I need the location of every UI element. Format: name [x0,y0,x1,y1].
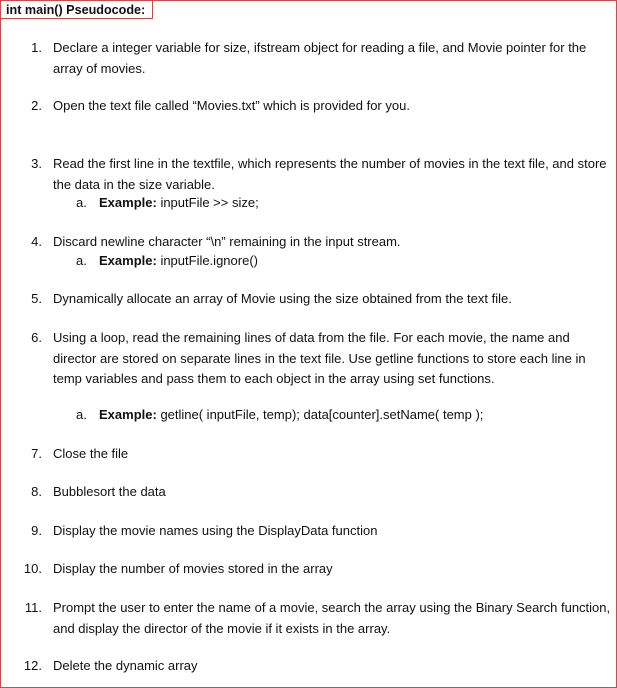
step-number: 1. [31,40,42,55]
example-code: inputFile >> size; [160,195,259,210]
example-code: getline( inputFile, temp); data[counter].setName( temp ); [160,407,484,422]
step-number: 8. [31,484,42,499]
example-letter: a. [76,253,87,268]
step-text: Discard newline character “\n” remaining in the input stream. [53,234,401,249]
step-number: 3. [31,156,42,171]
step-text: Display the number of movies stored in the array [53,561,333,576]
example-code: inputFile.ignore() [160,253,258,268]
step-number: 10. [23,561,42,576]
page-title: int main() Pseudocode: [6,3,146,17]
step-number: 6. [31,330,42,345]
step-text: Close the file [53,446,129,461]
example-label: Example: [99,253,157,268]
step-number: 9. [31,523,42,538]
example-label: Example: [99,407,157,422]
step-text: Declare a integer variable for size, ifstream object for reading a file, and Movie pointer for the array of movies. [53,40,587,76]
example-letter: a. [76,407,87,422]
step-number: 11. [24,600,42,615]
step-number: 5. [31,291,42,306]
step-number: 7. [31,446,42,461]
step-text: Open the text file called “Movies.txt” which is provided for you. [53,98,410,113]
step-number: 12. [23,658,42,673]
step-number: 2. [31,98,42,113]
example-label: Example: [99,195,157,210]
step-text: Read the first line in the textfile, which represents the number of movies in the text file, and store the data in the size variable. [53,156,607,192]
step-text: Dynamically allocate an array of Movie using the size obtained from the text file. [53,291,512,306]
step-text: Display the movie names using the DisplayData function [53,523,378,538]
step-text: Using a loop, read the remaining lines of data from the file. For each movie, the name and director are stored on separate lines in the text file. Use getline functions to store each line in temp variables and pass them to each object in the array using set functions. [53,330,586,386]
step-text: Delete the dynamic array [53,658,198,673]
step-text: Prompt the user to enter the name of a movie, search the array using the Binary Search function, and display the director of the movie if it exists in the array. [53,600,611,636]
example-letter: a. [76,195,87,210]
step-number: 4. [31,234,42,249]
step-text: Bubblesort the data [53,484,166,499]
